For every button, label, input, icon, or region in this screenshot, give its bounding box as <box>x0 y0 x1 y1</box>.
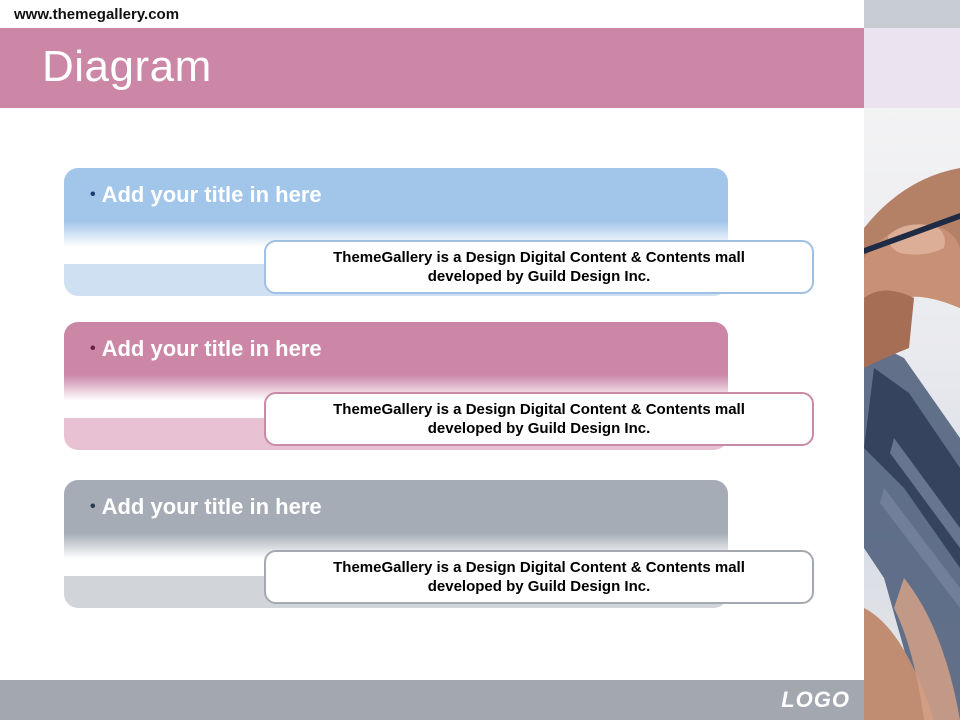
card-title-text: Add your title in here <box>101 182 322 207</box>
bullet-icon: • <box>90 340 96 357</box>
description-line-2: developed by Guild Design Inc. <box>427 420 651 437</box>
title-band <box>0 28 864 108</box>
photo-illustration <box>864 108 960 720</box>
card-title <box>90 182 322 208</box>
card-description-box <box>264 240 814 294</box>
card-description-box <box>264 550 814 604</box>
card-title-text: Add your title in here <box>101 494 322 519</box>
hand-stylus-photo <box>864 108 960 720</box>
description-line-1: ThemeGallery is a Design Digital Content & Contents mall <box>333 559 745 576</box>
corner-block <box>864 0 960 28</box>
card-description-box <box>264 392 814 446</box>
card-title <box>90 494 322 520</box>
card-title <box>90 336 322 362</box>
site-url: www.themegallery.com <box>14 6 180 23</box>
description-line-2: developed by Guild Design Inc. <box>427 268 651 285</box>
card-description <box>333 558 745 596</box>
logo: LOGO <box>781 687 850 712</box>
card-description <box>333 248 745 286</box>
description-line-1: ThemeGallery is a Design Digital Content & Contents mall <box>333 249 745 266</box>
footer-bar <box>0 680 864 720</box>
bullet-icon: • <box>90 498 96 515</box>
card-description <box>333 400 745 438</box>
page-title: Diagram <box>42 42 212 91</box>
bullet-icon: • <box>90 186 96 203</box>
card-title-text: Add your title in here <box>101 336 322 361</box>
description-line-2: developed by Guild Design Inc. <box>427 578 651 595</box>
corner-block-lavender <box>864 28 960 108</box>
description-line-1: ThemeGallery is a Design Digital Content & Contents mall <box>333 401 745 418</box>
